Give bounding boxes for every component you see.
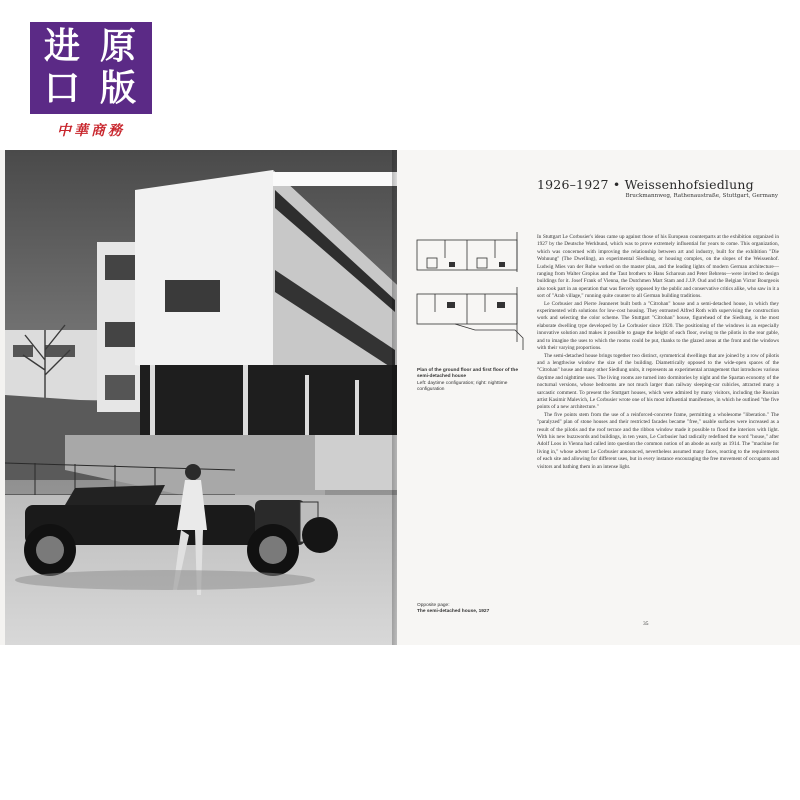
photo-caption-title: The semi-detached house, 1927 [417,609,490,615]
photo-caption-label: Opposite page: [417,603,450,608]
page-number: 35 [643,621,649,627]
paragraph-1: In Stuttgart Le Corbusier's ideas came up against those of his European counterparts at the exhibition organized in 1927 by the Deutsche Werkbund, which was to prove extremely influential for years to come. This organization, which was concerned with improving the relationship between art and industry, built for the exhibition "Die Wohnung" (The Dwelling), an experimental Siedlung, or housing complex, on the slopes of the Weissenhof. Ludwig Mies van der Rohe worked on the master plan, and the leading lights of modern German architecture—ranging from Walter Gropius and the Taut brothers to Hans Scharoun and Peter Behrens—were invited to design buildings for it. Josef Frank of Vienna, the Dutchmen Mart Stam and J.J.P. Oud and the Belgian Victor Bourgeois also took part in an operation that was fiercely opposed by the public and conservative critics alike, who saw in it a sort of "Arab village," running quite counter to all German building traditions. [537,234,779,300]
photo-page [5,150,397,645]
paragraph-4: The five points stem from the use of a reinforced-concrete frame, permitting a wholesome "liberation." The "paralyzed" plan of stone houses and their restricted facades became "free," usable surfaces were increased as a result of the pilotis and the roof terrace and the ribbon window made it possible to flood the interiors with light. With his new buzzwords and buildings, in ten years, Le Corbusier had radically redefined the word "house," after Adolf Loos in Vienna had called into question the common notion of an abode as early as 1914. The "machine for living in," whose advent Le Corbusier announced, nevertheless assumed many faces, reacting to the requirements of each site and allowing for different uses, but in every instance encouraging the free movement of occupants and visitors and bathing them in an intense light. [537,411,779,470]
page-subtitle: Bruckmannweg, Rathenaustraße, Stuttgart, Germany [625,193,778,199]
logo-subtitle: 中華商務 [57,123,125,139]
building-photo [5,150,397,645]
book-spread [0,150,800,645]
logo-char-4: 版 [99,68,136,109]
publisher-logo [30,22,152,137]
page-title: 1926–1927 • Weissenhofsiedlung [537,177,754,192]
text-page [397,150,800,645]
logo-char-2: 原 [99,26,136,67]
floor-plans [415,232,527,354]
paragraph-2: Le Corbusier and Pierre Jeanneret built both a "Citrohan" house and a semi-detached house, in which they experimented with solutions for low-cost housing. They entrusted Alfred Roth with supervising the construction work and selecting the color scheme. The Stuttgart "Citrohan" house, figurehead of the Siedlung, is the most elaborate dwelling type developed by Le Corbusier since 1920. The positioning of the windows is an especially innovative solution and makes it possible to gauge the height of each floor, owing to the pilotis in the rear gable, and to imagine the uses to which the rooms could be put, thanks to the glazed areas at the front and the windows with their varying proportions. [537,300,779,352]
plan-caption-title: Plan of the ground floor and first floor of the semi-detached house [417,368,518,380]
logo-char-1: 进 [43,26,80,67]
paragraph-3: The semi-detached house brings together two distinct, symmetrical dwellings that are joined by a row of pilotis and a lengthwise window the size of the building. Diametrically opposed to the wide-open spaces of the "Citrohan" house and many other Siedlung units, it represents an experimental arrangement that introduces various daytime and nighttime uses. The living rooms are turned into dormitories by night and the Spartan economy of the nocturnal versions, whose bedrooms are not much larger than railway sleeping-car cubicles, attracted many a sarcastic comment. To present the Stuttgart houses, which were admired by many visitors, including the Russian artist Kasimir Malevich, Le Corbusier wrote one of his most influential manifestoes, in which he outlined "the five points of a new architecture." [537,352,779,411]
body-text [537,234,779,471]
logo-badge [30,22,152,114]
logo-char-3: 口 [43,68,80,109]
plan-caption [417,368,525,394]
plan-caption-text: Left: daytime configuration; right: nighttime configuration [417,380,508,393]
photo-caption [417,603,527,616]
